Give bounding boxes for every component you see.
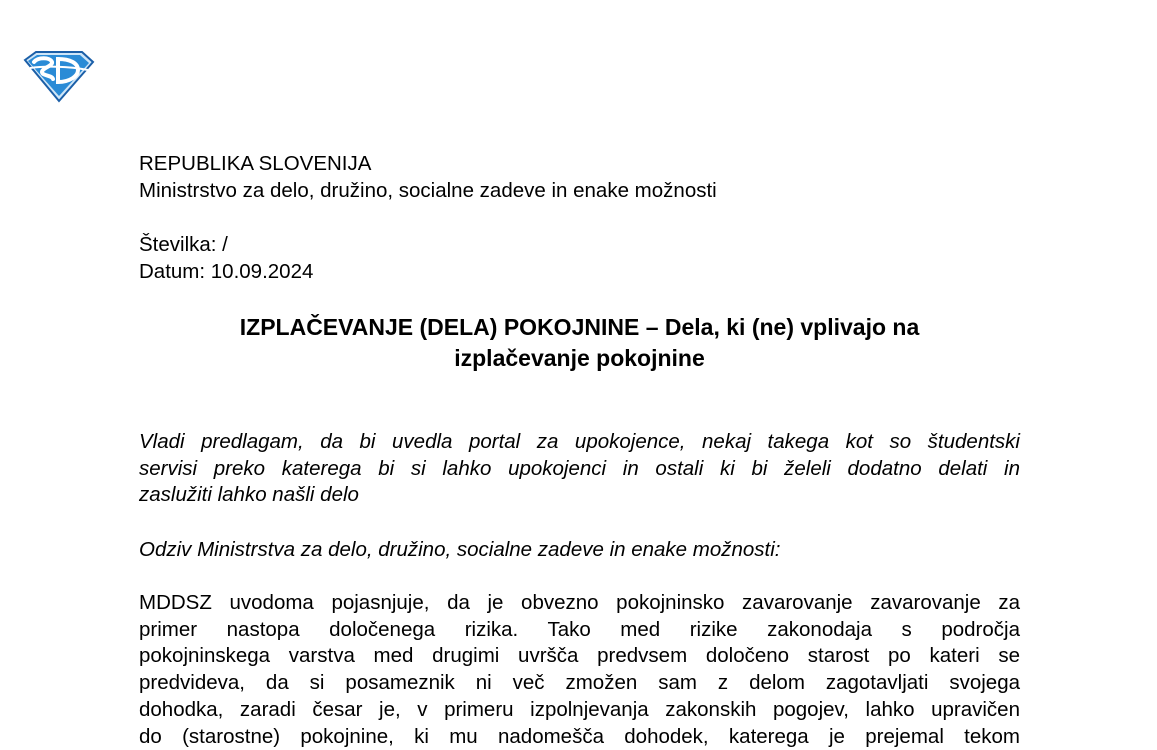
title-line-1: IZPLAČEVANJE (DELA) POKOJNINE – Dela, ki (ne) vplivajo na [239,314,920,340]
response-heading: Odziv Ministrstva za delo, družino, socialne zadeve in enake možnosti: [139,538,781,561]
answer-line: MDDSZ uvodoma pojasnjuje, da je obvezno pokojninsko zavarovanje zavarovanje za [139,591,1020,614]
question-paragraph [139,429,1020,509]
answer-line: do (starostne) pokojnine, ki mu nadomešča dohodek, katerega je prejemal tekom [139,724,1020,748]
answer-line: pokojninskega varstva med drugimi uvršča predvsem določeno starost po kateri se [139,644,1020,668]
title-line-2: izplačevanje pokojnine [454,345,705,371]
answer-line: predvideva, da si posameznik ni več zmožen sam z delom zagotavljati svojega [139,671,1020,695]
answer-line: primer nastopa določenega rizika. Tako med rizike zakonodaja s področja [139,617,1020,641]
question-line-1: Vladi predlagam, da bi uvedla portal za upokojence, nekaj takega kot so študentski [139,430,1020,453]
question-line-3: zaslužiti lahko našli delo [139,483,359,506]
question-line-2: servisi preko katerega bi si lahko upokojenci in ostali ki bi želeli dodatno delati in [139,456,1020,480]
answer-line: dohodka, zaradi česar je, v primeru izpolnjevanja zakonskih pogojev, lahko upravičen [139,697,1020,721]
document-meta [139,231,313,285]
emblem-logo-icon [22,48,96,104]
document-title [139,312,1020,374]
document-number: Številka: / [139,233,228,256]
country-name: REPUBLIKA SLOVENIJA [139,152,372,175]
ministry-name: Ministrstvo za delo, družino, socialne zadeve in enake možnosti [139,179,717,202]
header-block [139,150,717,204]
answer-paragraph [139,590,1020,750]
document-date: Datum: 10.09.2024 [139,260,314,283]
